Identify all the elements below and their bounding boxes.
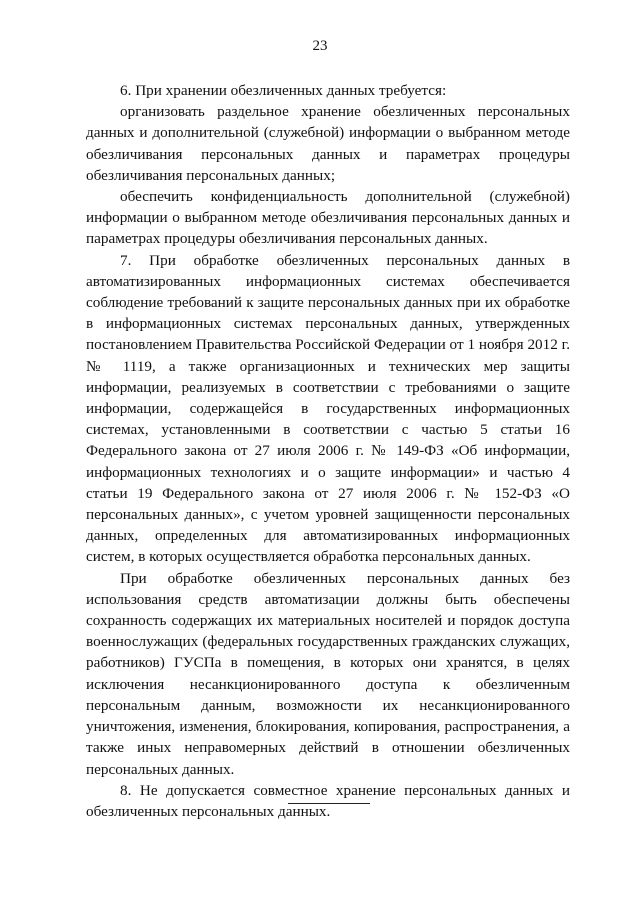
paragraph-8-no-joint-storage: 8. Не допускается совместное хранение персональных данных и обезличенных персональных данных. <box>86 781 570 820</box>
paragraph-6-heading: 6. При хранении обезличенных данных требуется: <box>120 82 447 99</box>
paragraph-6-item-confidentiality: обеспечить конфиденциальность дополнительной (служебной) информации о выбранном методе обезличивания персональных данных и параметрах процедуры обезличивания персональных данных. <box>86 188 570 248</box>
page-number: 23 <box>312 38 328 54</box>
paragraph-7-automated-processing: 7. При обработке обезличенных персональных данных в автоматизированных информационных системах обеспечивается соблюдение требований к защите персональных данных при их обработке в информационных системах персональных данных, утвержденных постановлением Правительства Российской Федерации от 1 ноября 2012 г. № 1119, а также организационных и технических мер защиты информации, реализуемых в соответствии с требованиями о защите информации, содержащейся в государственных информационных системах, установленными в соответствии с частью 5 статьи 16 Федерального закона от 27 июля 2006 г. № 149-ФЗ «Об информации, информационных технологиях и о защите информации» и частью 4 статьи 19 Федерального закона от 27 июля 2006 г. № 152-ФЗ «О персональных данных», с учетом уровней защищенности персональных данных, определенных для автоматизированных информационных систем, в которых осуществляется обработка персональных данных. <box>86 251 570 566</box>
paragraph-6-item-separate-storage: организовать раздельное хранение обезличенных персональных данных и дополнительной (служебной) информации о выбранном методе обезличивания персональных данных и параметрах процедуры обезличивания персональных данных; <box>86 103 570 184</box>
paragraph-7-non-automated-processing: При обработке обезличенных персональных данных без использования средств автоматизации должны быть обеспечены сохранность содержащих их материальных носителей и порядок доступа военнослужащих (федеральных государственных гражданских служащих, работников) ГУСПа в помещения, в которых они хранятся, в целях исключения несанкционированного доступа к обезличенным персональным данным, возможности их несанкционированного уничтожения, изменения, блокирования, копирования, распространения, а также иных неправомерных действий в отношении обезличенных персональных данных. <box>86 569 570 778</box>
end-divider-line <box>288 803 370 804</box>
document-body <box>86 80 570 822</box>
